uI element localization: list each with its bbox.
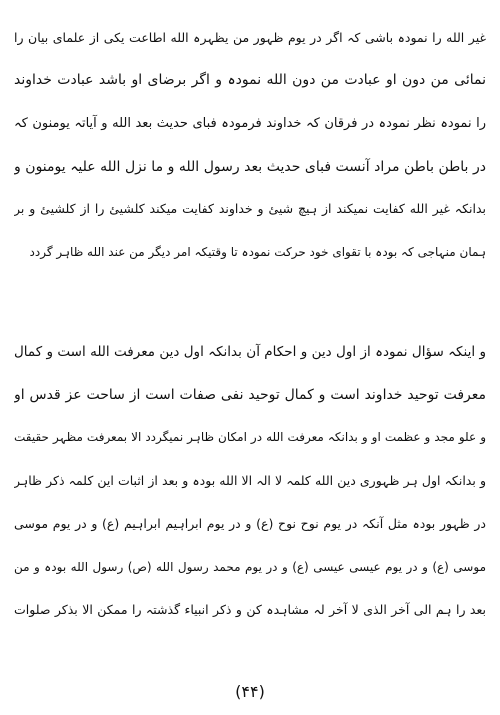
text-line: در ظہور بودہ مثل آنکہ در یوم نوح نوح (ع) و در یوم ابراہیم ابراہیم (ع) و در یوم موسی — [14, 516, 486, 531]
text-line: نمائی من دون او عبادت من دون الله نمودہ و اگر برضای او باشد عبادت خداوند — [14, 72, 486, 88]
text-line: غیر الله را نمودہ باشی کہ اگر در یوم ظہور من یظہرہ الله اطاعت یکی از علمای بیان را — [14, 30, 486, 45]
page-number: (۴۴) — [235, 682, 265, 701]
text-line: و اینکہ سؤال نمودہ از اول دین و احکام آن بدانکہ اول دین معرفت الله است و کمال — [14, 344, 486, 360]
text-line: بعد را ہم الی آخر الذی لا آخر لہ مشاہدہ کن و ذکر انبیاء گذشتہ را ممکن الا بذکر صلوات — [14, 602, 486, 617]
text-line: معرفت توحید خداوند است و کمال توحید نفی صفات است از ساحت عز قدس او — [14, 387, 486, 403]
text-line: در باطن باطن مراد آنست فبای حدیث بعد رسول الله و ما نزل الله علیہ یومنون و — [14, 159, 486, 175]
text-line: و بدانکہ اول ہر ظہوری دین الله کلمہ لا الہ الا الله بودہ و بعد از اثبات این کلمہ ذکر ظاہر — [14, 473, 486, 488]
text-line: و علو مجد و عظمت او و بدانکہ معرفت الله در امکان ظاہر نمیگردد الا بمعرفت مظہر حقیقت — [14, 430, 486, 444]
text-line: بدانکہ غیر الله کفایت نمیکند از ہیچ شیئ و خداوند کفایت میکند کلشیئ را از کلشیئ و بر — [14, 201, 486, 216]
text-line: ہمان منہاجی کہ بودہ با تقوای خود حرکت نمودہ تا وقتیکہ امر دیگر من عند الله ظاہر گردد — [29, 245, 486, 259]
text-line: موسی (ع) و در یوم عیسی عیسی (ع) و در یوم محمد رسول الله (ص) رسول الله بودہ و من — [14, 560, 486, 574]
text-line: را نمودہ نظر نمودہ در فرقان کہ خداوند فرمودہ فبای حدیث بعد الله و آیاتہ یومنون کہ — [14, 116, 486, 131]
